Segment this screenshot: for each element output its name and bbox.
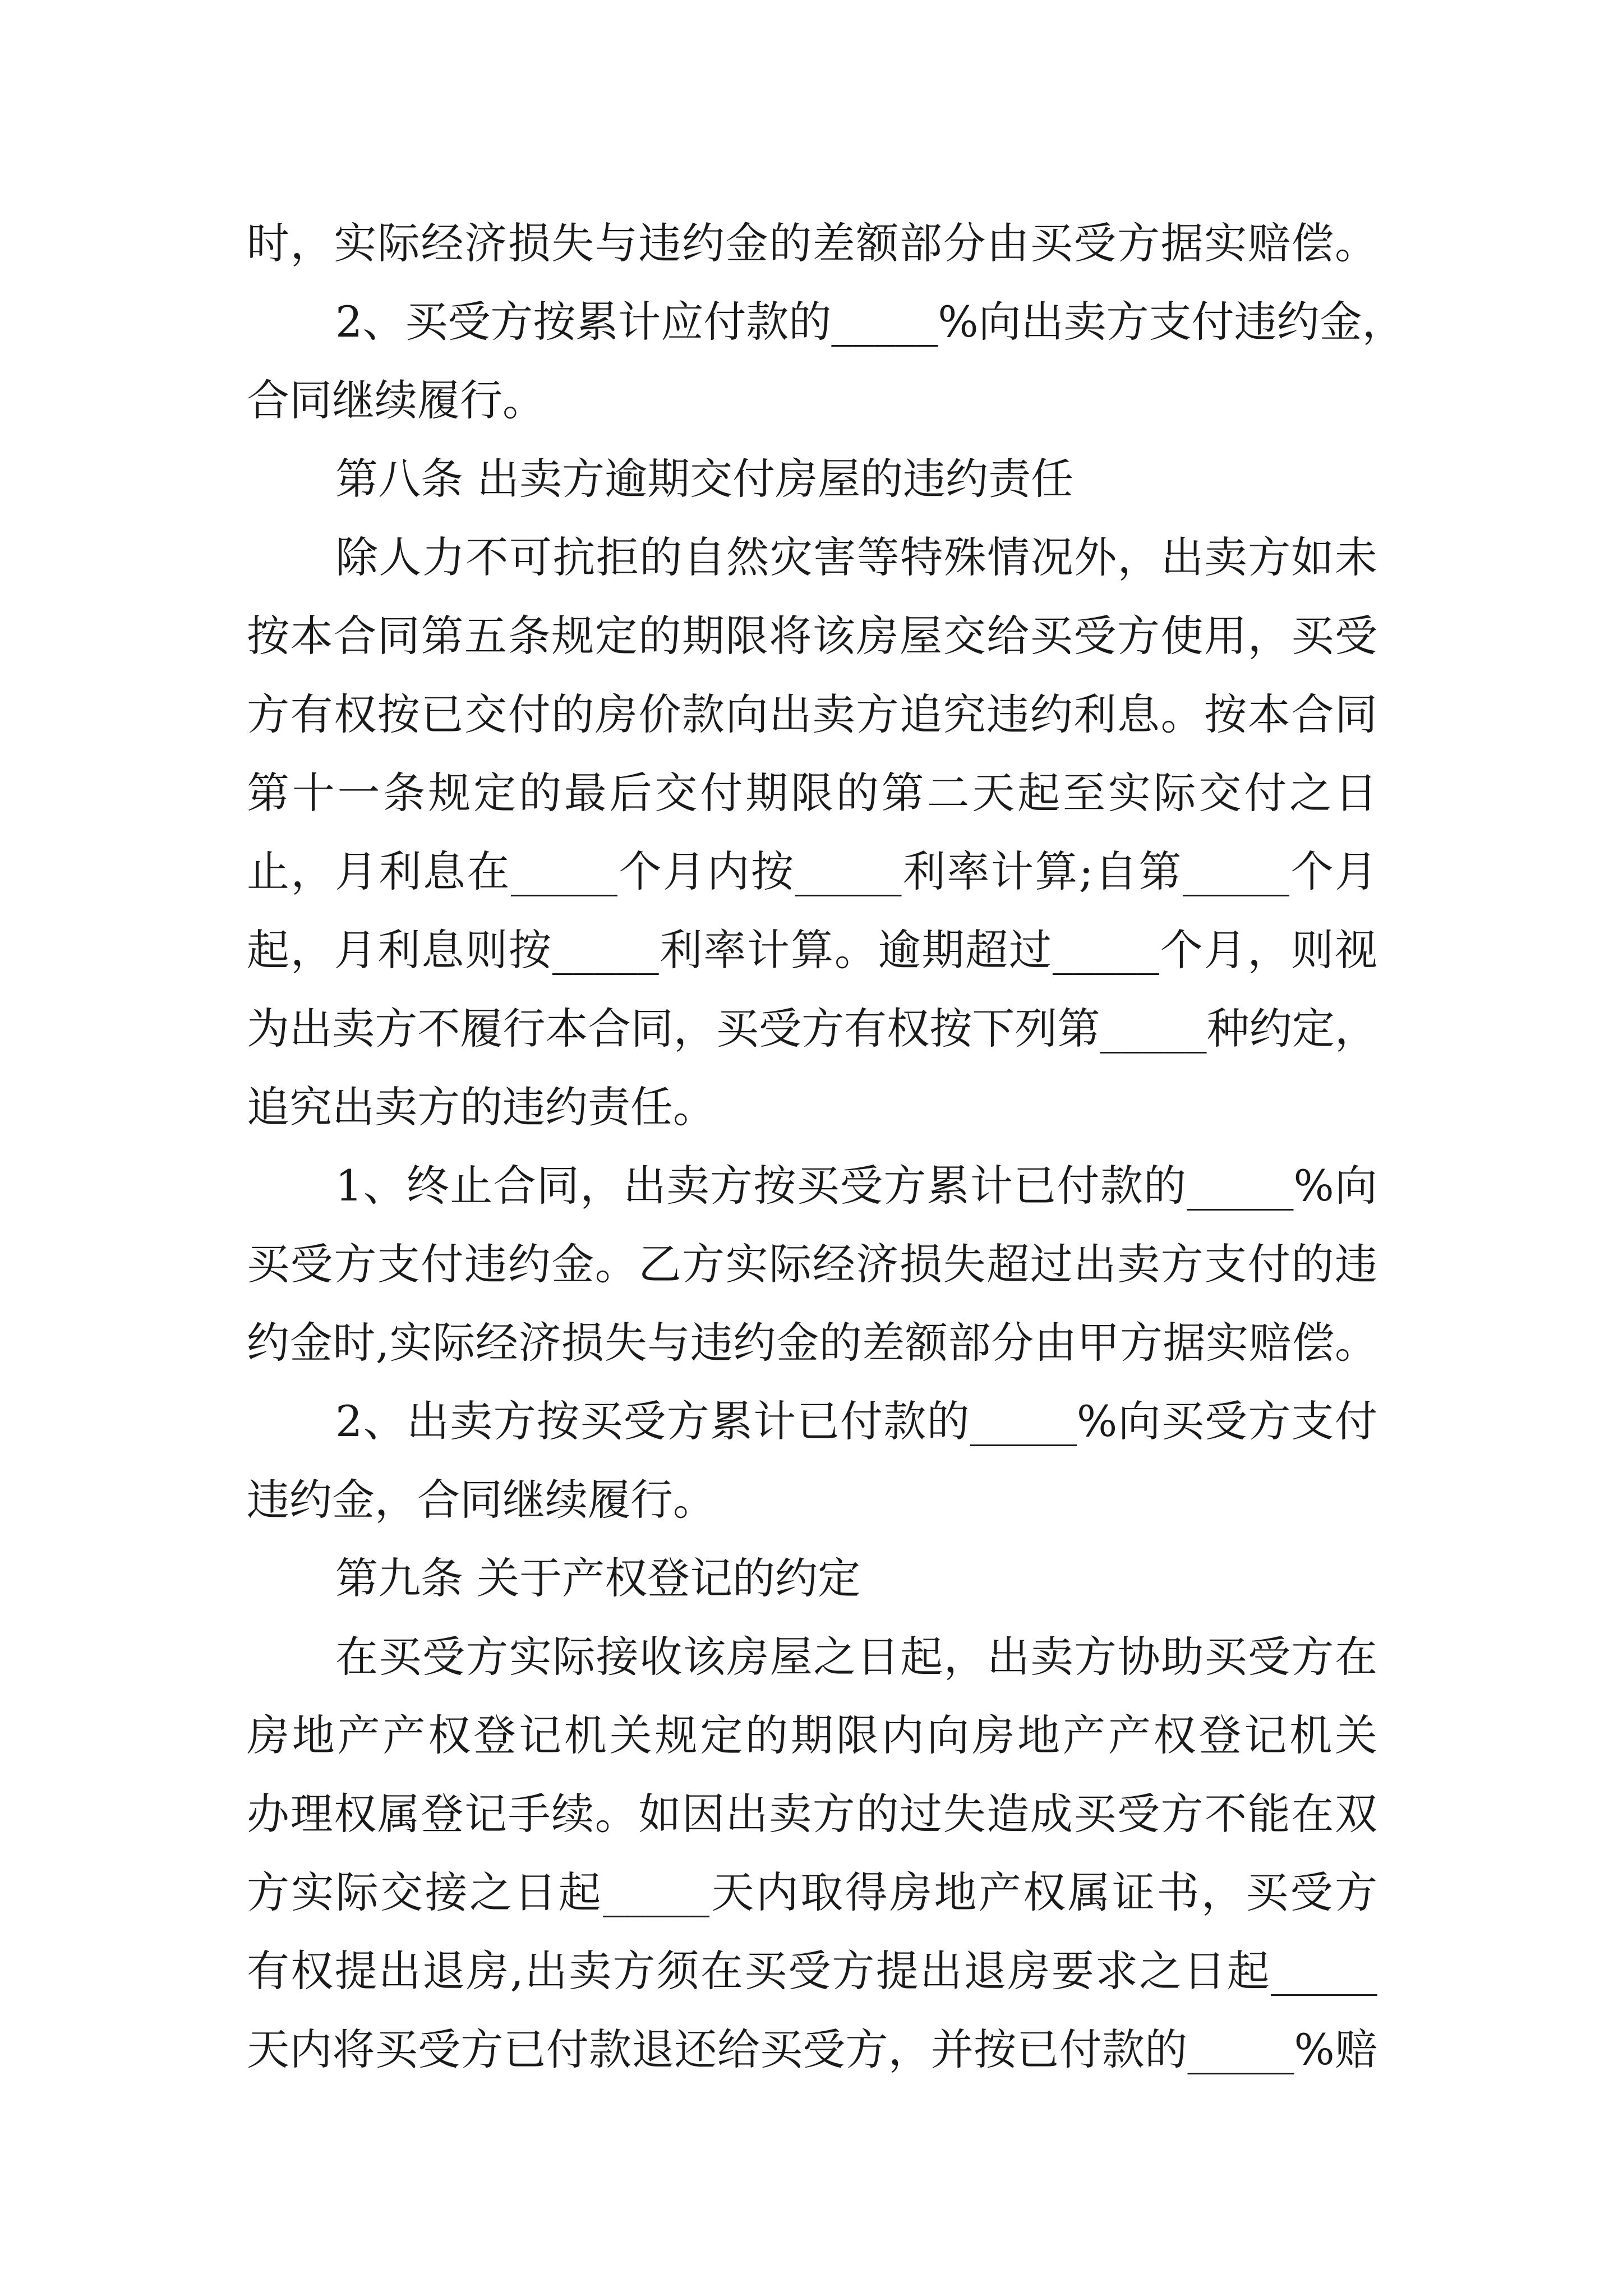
text-line: 方有权按已交付的房价款向出卖方追究违约利息。按本合同 [247, 689, 1377, 739]
text-line: 2、买受方按累计应付款的_____%向出卖方支付违约金， [335, 297, 1405, 347]
text-line: 在买受方实际接收该房屋之日起，出卖方协助买受方在 [335, 1632, 1377, 1682]
text-line: 1、终止合同，出卖方按买受方累计已付款的_____%向 [335, 1161, 1377, 1211]
text-line: 合同继续履行。 [247, 375, 545, 425]
text-line: 房地产产权登记机关规定的期限内向房地产产权登记机关 [247, 1710, 1377, 1760]
text-line: 买受方支付违约金。乙方实际经济损失超过出卖方支付的违 [247, 1239, 1377, 1289]
text-line: 有权提出退房,出卖方须在买受方提出退房要求之日起_____ [247, 1946, 1377, 1996]
section-heading: 第九条 关于产权登记的约定 [335, 1553, 861, 1603]
text-line: 天内将买受方已付款退还给买受方，并按已付款的_____%赔 [247, 2024, 1377, 2074]
text-line: 2、出卖方按买受方累计已付款的_____%向买受方支付 [335, 1396, 1377, 1446]
text-line: 约金时,实际经济损失与违约金的差额部分由甲方据实赔偿。 [247, 1318, 1377, 1368]
text-line: 追究出卖方的违约责任。 [247, 1082, 716, 1132]
text-line: 违约金，合同继续履行。 [247, 1475, 716, 1525]
text-line: 按本合同第五条规定的期限将该房屋交给买受方使用，买受 [247, 611, 1377, 661]
section-heading: 第八条 出卖方逾期交付房屋的违约责任 [335, 454, 1074, 504]
text-line: 止，月利息在_____个月内按_____利率计算;自第_____个月 [247, 846, 1377, 896]
text-line: 起，月利息则按_____利率计算。逾期超过_____个月，则视 [247, 925, 1377, 975]
text-line: 第十一条规定的最后交付期限的第二天起至实际交付之日 [247, 768, 1377, 818]
text-line: 办理权属登记手续。如因出卖方的过失造成买受方不能在双 [247, 1789, 1377, 1839]
text-line: 除人力不可抗拒的自然灾害等特殊情况外，出卖方如未 [335, 532, 1377, 582]
text-line: 为出卖方不履行本合同，买受方有权按下列第_____种约定， [247, 1004, 1377, 1053]
text-line: 时，实际经济损失与违约金的差额部分由买受方据实赔偿。 [247, 218, 1377, 268]
text-line: 方实际交接之日起_____天内取得房地产权属证书，买受方 [247, 1867, 1377, 1917]
